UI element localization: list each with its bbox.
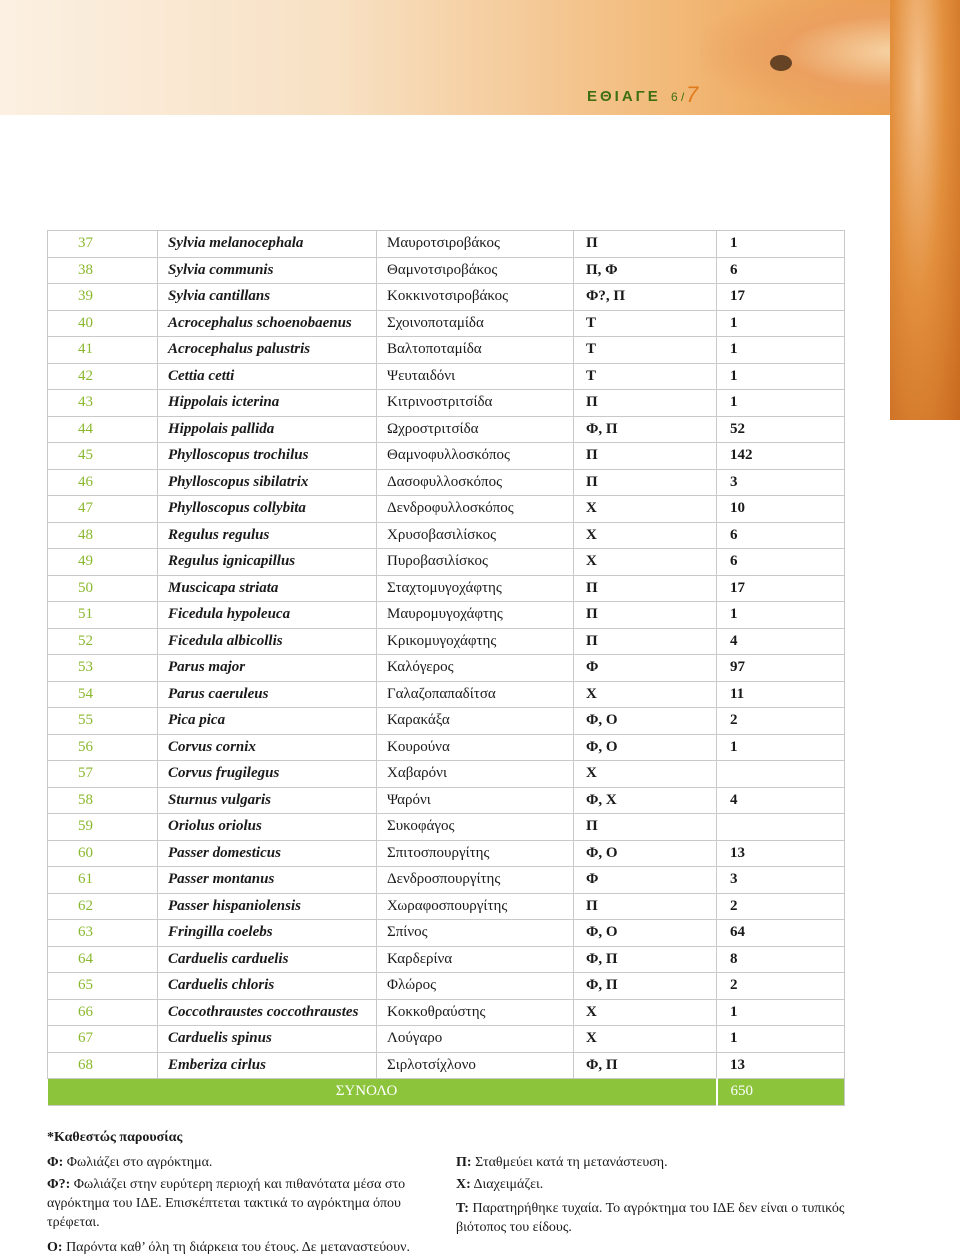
scientific-name: Cettia cetti	[158, 363, 377, 390]
scientific-name: Phylloscopus collybita	[158, 496, 377, 523]
row-number: 42	[48, 363, 158, 390]
status: Φ	[574, 867, 717, 894]
table-row	[48, 549, 845, 576]
table-row	[48, 628, 845, 655]
table-row	[48, 1052, 845, 1079]
status: Π	[574, 893, 717, 920]
bird-eye-detail	[770, 55, 792, 71]
count: 1	[717, 231, 845, 258]
page-number: 7	[686, 82, 699, 107]
greek-name: Ωχροστριτσίδα	[377, 416, 574, 443]
greek-name: Ψευταιδόνι	[377, 363, 574, 390]
table-row	[48, 787, 845, 814]
row-number: 57	[48, 761, 158, 788]
status: Χ	[574, 1026, 717, 1053]
scientific-name: Acrocephalus schoenobaenus	[158, 310, 377, 337]
count: 6	[717, 257, 845, 284]
row-number: 63	[48, 920, 158, 947]
table-row	[48, 231, 845, 258]
legend-item-f-question: Φ?: Φωλιάζει στην ευρύτερη περιοχή και πιθανότατα μέσα στο αγρόκτημα του ΙΔΕ. Επισκέπτεται τακτικά το αγρόκτημα όπου τρέφεται.	[47, 1177, 406, 1230]
greek-name: Κρικομυγοχάφτης	[377, 628, 574, 655]
table-row	[48, 363, 845, 390]
legend-item-t: Τ: Παρατηρήθηκε τυχαία. Το αγρόκτημα του ΙΔΕ δεν είναι ο τυπικός βιότοπος του είδους.	[456, 1201, 845, 1235]
greek-name: Κουρούνα	[377, 734, 574, 761]
table-row	[48, 337, 845, 364]
row-number: 55	[48, 708, 158, 735]
table-row	[48, 496, 845, 523]
table-row	[48, 469, 845, 496]
count: 1	[717, 1026, 845, 1053]
scientific-name: Oriolus oriolus	[158, 814, 377, 841]
count: 142	[717, 443, 845, 470]
count: 11	[717, 681, 845, 708]
count: 3	[717, 469, 845, 496]
table-row	[48, 893, 845, 920]
table-row	[48, 416, 845, 443]
count: 1	[717, 310, 845, 337]
count	[717, 814, 845, 841]
status: Φ, Ο	[574, 734, 717, 761]
row-number: 43	[48, 390, 158, 417]
status: Φ, Π	[574, 416, 717, 443]
count: 8	[717, 946, 845, 973]
status: Χ	[574, 522, 717, 549]
status: Π	[574, 602, 717, 629]
greek-name: Χωραφοσπουργίτης	[377, 893, 574, 920]
scientific-name: Passer domesticus	[158, 840, 377, 867]
greek-name: Φλώρος	[377, 973, 574, 1000]
status: Φ, Ο	[574, 708, 717, 735]
row-number: 50	[48, 575, 158, 602]
greek-name: Καρακάξα	[377, 708, 574, 735]
count: 2	[717, 708, 845, 735]
scientific-name: Passer montanus	[158, 867, 377, 894]
status: Τ	[574, 310, 717, 337]
count: 17	[717, 575, 845, 602]
count: 1	[717, 363, 845, 390]
count: 2	[717, 893, 845, 920]
bird-photo-strip	[890, 0, 960, 420]
table-row	[48, 575, 845, 602]
status: Χ	[574, 549, 717, 576]
count: 17	[717, 284, 845, 311]
count: 3	[717, 867, 845, 894]
row-number: 67	[48, 1026, 158, 1053]
scientific-name: Regulus ignicapillus	[158, 549, 377, 576]
table-row	[48, 310, 845, 337]
count: 64	[717, 920, 845, 947]
row-number: 38	[48, 257, 158, 284]
row-number: 64	[48, 946, 158, 973]
greek-name: Δενδροσπουργίτης	[377, 867, 574, 894]
status: Π	[574, 575, 717, 602]
table-row	[48, 708, 845, 735]
count: 1	[717, 337, 845, 364]
count: 13	[717, 840, 845, 867]
scientific-name: Regulus regulus	[158, 522, 377, 549]
status: Π, Φ	[574, 257, 717, 284]
row-number: 44	[48, 416, 158, 443]
status: Π	[574, 443, 717, 470]
row-number: 61	[48, 867, 158, 894]
count: 1	[717, 602, 845, 629]
status: Χ	[574, 681, 717, 708]
greek-name: Κοκκοθραύστης	[377, 999, 574, 1026]
table-row	[48, 1026, 845, 1053]
greek-name: Σιρλοτσίχλονο	[377, 1052, 574, 1079]
status: Φ, Χ	[574, 787, 717, 814]
scientific-name: Carduelis carduelis	[158, 946, 377, 973]
row-number: 59	[48, 814, 158, 841]
total-value: 650	[717, 1079, 845, 1106]
scientific-name: Carduelis spinus	[158, 1026, 377, 1053]
row-number: 40	[48, 310, 158, 337]
status: Φ	[574, 655, 717, 682]
row-number: 51	[48, 602, 158, 629]
scientific-name: Phylloscopus sibilatrix	[158, 469, 377, 496]
status: Φ, Ο	[574, 840, 717, 867]
scientific-name: Fringilla coelebs	[158, 920, 377, 947]
row-number: 47	[48, 496, 158, 523]
table-row	[48, 734, 845, 761]
row-number: 45	[48, 443, 158, 470]
scientific-name: Passer hispaniolensis	[158, 893, 377, 920]
status: Π	[574, 231, 717, 258]
count	[717, 761, 845, 788]
row-number: 49	[48, 549, 158, 576]
row-number: 65	[48, 973, 158, 1000]
scientific-name: Ficedula hypoleuca	[158, 602, 377, 629]
scientific-name: Corvus frugilegus	[158, 761, 377, 788]
greek-name: Μαυροτσιροβάκος	[377, 231, 574, 258]
scientific-name: Sylvia melanocephala	[158, 231, 377, 258]
greek-name: Βαλτοποταμίδα	[377, 337, 574, 364]
scientific-name: Hippolais pallida	[158, 416, 377, 443]
count: 6	[717, 522, 845, 549]
greek-name: Μαυρομυγοχάφτης	[377, 602, 574, 629]
legend-title: *Καθεστώς παρουσίας	[47, 1130, 183, 1145]
count: 13	[717, 1052, 845, 1079]
count: 4	[717, 628, 845, 655]
table-row	[48, 390, 845, 417]
species-table	[47, 230, 845, 1106]
status: Π	[574, 469, 717, 496]
greek-name: Κοκκινοτσιροβάκος	[377, 284, 574, 311]
greek-name: Σπιτοσπουργίτης	[377, 840, 574, 867]
row-number: 56	[48, 734, 158, 761]
greek-name: Χαβαρόνι	[377, 761, 574, 788]
legend-item-f: Φ: Φωλιάζει στο αγρόκτημα.	[47, 1155, 213, 1170]
greek-name: Δασοφυλλοσκόπος	[377, 469, 574, 496]
count: 52	[717, 416, 845, 443]
total-row	[48, 1079, 845, 1106]
status: Φ, Π	[574, 1052, 717, 1079]
scientific-name: Sylvia cantillans	[158, 284, 377, 311]
table-row	[48, 814, 845, 841]
greek-name: Ψαρόνι	[377, 787, 574, 814]
status: Τ	[574, 337, 717, 364]
greek-name: Χρυσοβασιλίσκος	[377, 522, 574, 549]
legend-item-o: Ο: Παρόντα καθ’ όλη τη διάρκεια του έτους. Δε μεταναστεύουν.	[47, 1240, 410, 1255]
scientific-name: Carduelis chloris	[158, 973, 377, 1000]
table-row	[48, 920, 845, 947]
greek-name: Κιτρινοστριτσίδα	[377, 390, 574, 417]
greek-name: Γαλαζοπαπαδίτσα	[377, 681, 574, 708]
table-row	[48, 681, 845, 708]
row-number: 53	[48, 655, 158, 682]
row-number: 52	[48, 628, 158, 655]
table-row	[48, 257, 845, 284]
greek-name: Καρδερίνα	[377, 946, 574, 973]
status: Π	[574, 628, 717, 655]
greek-name: Θαμνοφυλλοσκόπος	[377, 443, 574, 470]
row-number: 48	[48, 522, 158, 549]
status: Φ, Π	[574, 946, 717, 973]
greek-name: Λούγαρο	[377, 1026, 574, 1053]
status: Φ?, Π	[574, 284, 717, 311]
row-number: 58	[48, 787, 158, 814]
greek-name: Σπίνος	[377, 920, 574, 947]
count: 1	[717, 390, 845, 417]
table-row	[48, 522, 845, 549]
row-number: 66	[48, 999, 158, 1026]
count: 4	[717, 787, 845, 814]
scientific-name: Coccothraustes coccothraustes	[158, 999, 377, 1026]
status: Χ	[574, 999, 717, 1026]
page-number-small: 6 /	[671, 90, 685, 104]
greek-name: Σταχτομυγοχάφτης	[377, 575, 574, 602]
scientific-name: Parus caeruleus	[158, 681, 377, 708]
table-row	[48, 840, 845, 867]
table-row	[48, 761, 845, 788]
status: Π	[574, 390, 717, 417]
greek-name: Συκοφάγος	[377, 814, 574, 841]
scientific-name: Sylvia communis	[158, 257, 377, 284]
row-number: 54	[48, 681, 158, 708]
count: 6	[717, 549, 845, 576]
status: Χ	[574, 761, 717, 788]
scientific-name: Sturnus vulgaris	[158, 787, 377, 814]
section-title: ΕΘΙΑΓΕ	[587, 88, 661, 105]
table-row	[48, 946, 845, 973]
count: 10	[717, 496, 845, 523]
row-number: 60	[48, 840, 158, 867]
scientific-name: Emberiza cirlus	[158, 1052, 377, 1079]
scientific-name: Phylloscopus trochilus	[158, 443, 377, 470]
greek-name: Δενδροφυλλοσκόπος	[377, 496, 574, 523]
greek-name: Σχοινοποταμίδα	[377, 310, 574, 337]
table-row	[48, 973, 845, 1000]
table-row	[48, 867, 845, 894]
greek-name: Καλόγερος	[377, 655, 574, 682]
row-number: 62	[48, 893, 158, 920]
scientific-name: Ficedula albicollis	[158, 628, 377, 655]
count: 97	[717, 655, 845, 682]
table-row	[48, 655, 845, 682]
row-number: 41	[48, 337, 158, 364]
table-row	[48, 284, 845, 311]
status: Π	[574, 814, 717, 841]
status: Χ	[574, 496, 717, 523]
row-number: 37	[48, 231, 158, 258]
scientific-name: Pica pica	[158, 708, 377, 735]
scientific-name: Parus major	[158, 655, 377, 682]
scientific-name: Hippolais icterina	[158, 390, 377, 417]
scientific-name: Acrocephalus palustris	[158, 337, 377, 364]
scientific-name: Muscicapa striata	[158, 575, 377, 602]
greek-name: Πυροβασιλίσκος	[377, 549, 574, 576]
row-number: 39	[48, 284, 158, 311]
total-label: ΣΥΝΟΛΟ	[48, 1079, 717, 1106]
status: Τ	[574, 363, 717, 390]
row-number: 46	[48, 469, 158, 496]
count: 2	[717, 973, 845, 1000]
table-row	[48, 999, 845, 1026]
row-number: 68	[48, 1052, 158, 1079]
legend-item-x: Χ: Διαχειμάζει.	[456, 1177, 544, 1192]
count: 1	[717, 999, 845, 1026]
status: Φ, Π	[574, 973, 717, 1000]
legend-item-p: Π: Σταθμεύει κατά τη μετανάστευση.	[456, 1155, 668, 1170]
status: Φ, Ο	[574, 920, 717, 947]
count: 1	[717, 734, 845, 761]
greek-name: Θαμνοτσιροβάκος	[377, 257, 574, 284]
scientific-name: Corvus cornix	[158, 734, 377, 761]
table-row	[48, 602, 845, 629]
table-row	[48, 443, 845, 470]
